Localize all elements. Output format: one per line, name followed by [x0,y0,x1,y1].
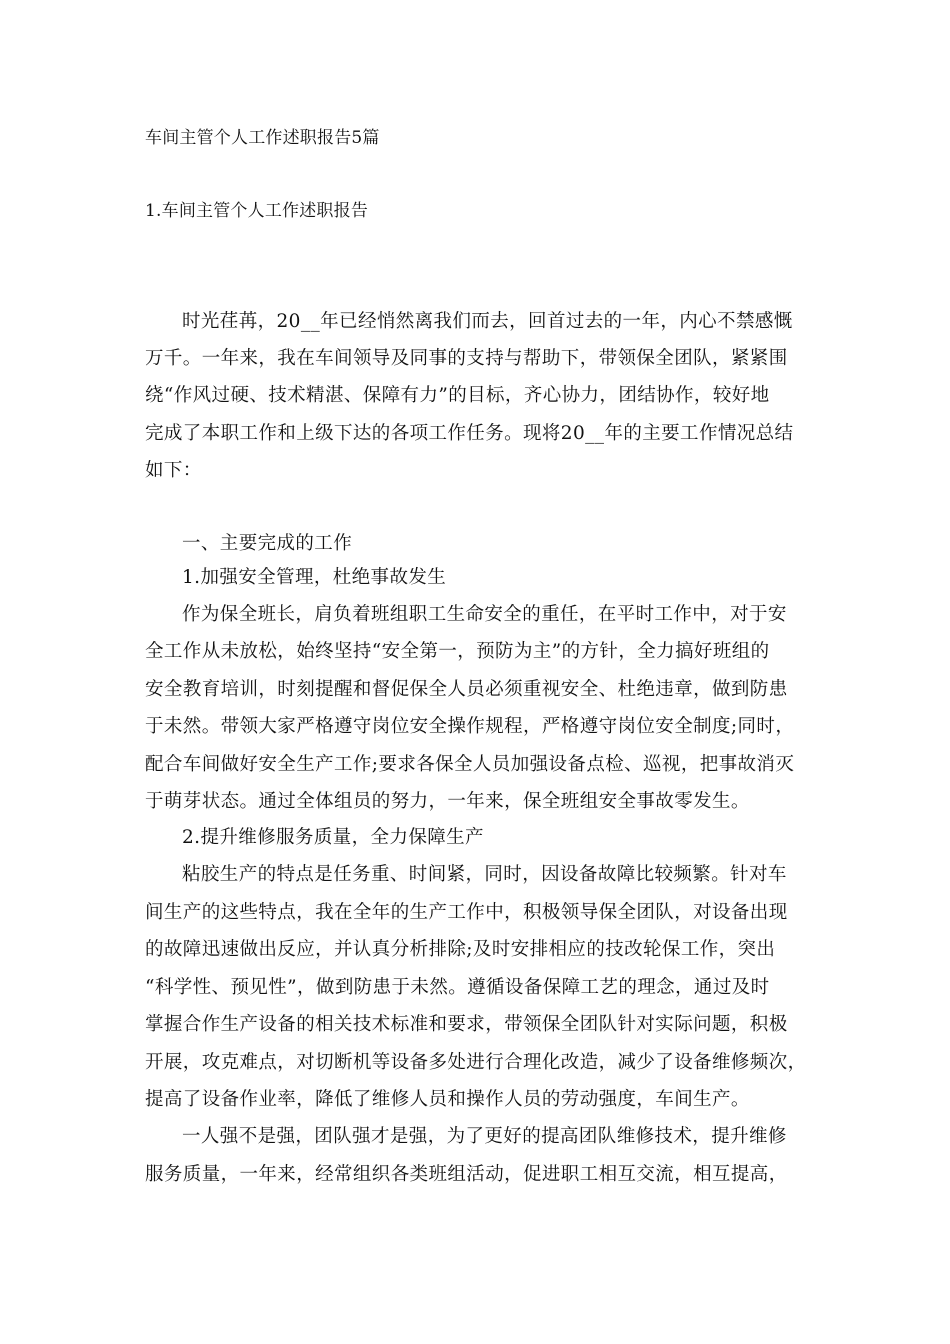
paragraph-line: 提高了设备作业率，降低了维修人员和操作人员的劳动强度，车间生产。 [145,1089,750,1110]
subheading: 2.提升维修服务质量，全力保障生产 [182,827,484,848]
paragraph-line: “科学性、预见性”，做到防患于未然。遵循设备保障工艺的理念，通过及时 [145,977,770,998]
paragraph-line: 一人强不是强，团队强才是强，为了更好的提高团队维修技术，提升维修 [182,1126,787,1147]
paragraph-line: 完成了本职工作和上级下达的各项工作任务。现将20__年的主要工作情况总结 [145,423,794,444]
section-heading: 1.车间主管个人工作述职报告 [145,201,369,221]
paragraph-line: 粘胶生产的特点是任务重、时间紧，同时，因设备故障比较频繁。针对车 [182,864,787,885]
paragraph-line: 安全教育培训，时刻提醒和督促保全人员必须重视安全、杜绝违章，做到防患 [145,679,788,700]
paragraph-line: 如下： [145,460,202,481]
subheading: 1.加强安全管理，杜绝事故发生 [182,567,447,588]
paragraph-line: 时光荏苒，20__年已经悄然离我们而去，回首过去的一年，内心不禁感慨 [182,311,793,332]
paragraph-line: 万千。一年来，我在车间领导及同事的支持与帮助下，带领保全团队，紧紧围 [145,348,788,369]
paragraph-line: 绕“作风过硬、技术精湛、保障有力”的目标，齐心协力，团结协作，较好地 [145,385,770,406]
paragraph-line: 配合车间做好安全生产工作;要求各保全人员加强设备点检、巡视，把事故消灭 [145,754,795,775]
paragraph-line: 掌握合作生产设备的相关技术标准和要求，带领保全团队针对实际问题，积极 [145,1014,788,1035]
paragraph-line: 的故障迅速做出反应，并认真分析排除;及时安排相应的技改轮保工作，突出 [145,939,776,960]
paragraph-line: 全工作从未放松，始终坚持“安全第一，预防为主”的方针，全力搞好班组的 [145,641,770,662]
paragraph-line: 于未然。带领大家严格遵守岗位安全操作规程，严格遵守岗位安全制度;同时， [145,716,795,737]
subheading: 一、主要完成的工作 [182,533,353,554]
paragraph-line: 作为保全班长，肩负着班组职工生命安全的重任，在平时工作中，对于安 [182,604,787,625]
paragraph-line: 服务质量，一年来，经常组织各类班组活动，促进职工相互交流，相互提高， [145,1164,788,1185]
paragraph-line: 开展，攻克难点，对切断机等设备多处进行合理化改造，减少了设备维修频次， [145,1052,807,1073]
document-title: 车间主管个人工作述职报告5篇 [145,128,380,148]
paragraph-line: 于萌芽状态。通过全体组员的努力，一年来，保全班组安全事故零发生。 [145,791,750,812]
paragraph-line: 间生产的这些特点，我在全年的生产工作中，积极领导保全团队，对设备出现 [145,902,788,923]
